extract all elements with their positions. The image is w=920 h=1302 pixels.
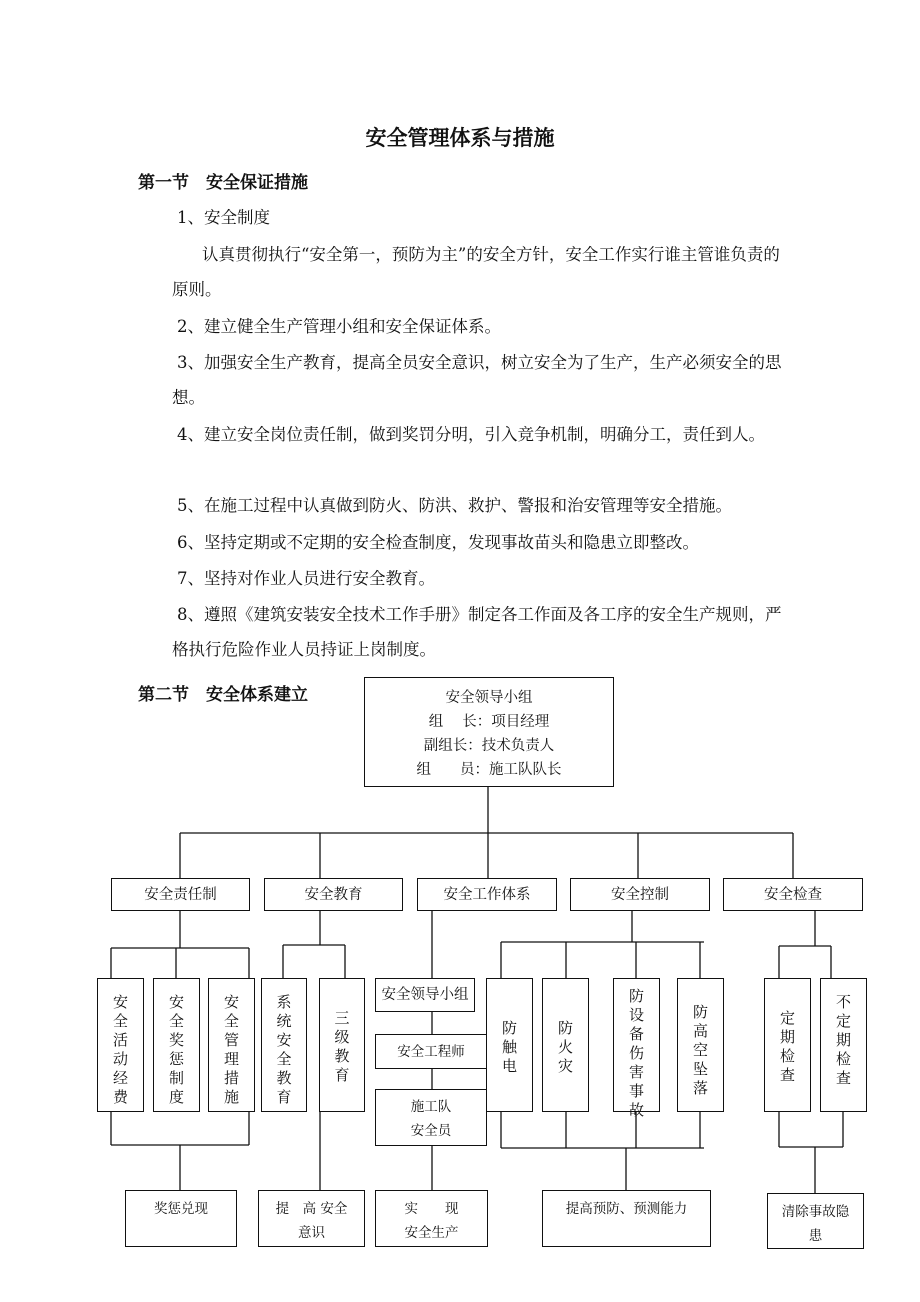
outcome-prevention-forecast: 提高预防、预测能力 [542, 1190, 711, 1247]
outcome-eliminate-hazards: 清除事故隐 患 [767, 1193, 864, 1249]
sub-construction-team [375, 1089, 487, 1146]
sub-systematic-education: 系统安全教育 [261, 978, 307, 1112]
sub-construction-team-label: 施工队 [410, 1099, 452, 1115]
sub-management-measures: 安全管理措施 [208, 978, 255, 1112]
section-2-heading: 第二节 安全体系建立 [138, 685, 308, 705]
sub-prevent-electric-shock: 防触电 [486, 978, 533, 1112]
item-4: 4、建立安全岗位责任制，做到奖罚分明，引入竞争机制，明确分工，责任到人。 [177, 425, 765, 444]
branch-responsibility: 安全责任制 [111, 878, 250, 911]
sub-three-level-education: 三级教育 [319, 978, 365, 1112]
branch-work-system: 安全工作体系 [417, 878, 557, 911]
top-box-deputy: 副组长：技术负责人 [423, 738, 555, 754]
branch-inspection: 安全检查 [723, 878, 863, 911]
top-box-members: 组 员：施工队队长 [416, 762, 562, 778]
sub-irregular-inspection: 不定期检查 [820, 978, 867, 1112]
item-3: 3、加强安全生产教育，提高全员安全意识，树立安全为了生产，生产必须安全的思想。 [172, 353, 782, 407]
sub-activity-funds: 安全活动经费 [97, 978, 144, 1112]
section-1-heading: 第一节 安全保证措施 [138, 173, 308, 193]
top-box-leader: 组 长：项目经理 [428, 714, 550, 730]
sub-safety-engineer: 安全工程师 [375, 1034, 487, 1069]
sub-prevent-equipment-injury: 防设备伤害事故 [613, 978, 660, 1112]
item-6: 6、坚持定期或不定期的安全检查制度，发现事故苗头和隐患立即整改。 [177, 533, 699, 552]
sub-prevent-falling: 防高空坠落 [677, 978, 724, 1112]
branch-education: 安全教育 [264, 878, 403, 911]
item-5: 5、在施工过程中认真做到防火、防洪、救护、警报和治安管理等安全措施。 [177, 496, 732, 515]
item-1-body: 认真贯彻执行“安全第一，预防为主”的安全方针，安全工作实行谁主管谁负责的原则。 [172, 245, 780, 299]
item-2: 2、建立健全生产管理小组和安全保证体系。 [177, 317, 501, 336]
top-box-title: 安全领导小组 [445, 690, 533, 706]
sub-safety-leading-group: 安全领导小组 [375, 978, 475, 1012]
page-title: 安全管理体系与措施 [365, 126, 555, 150]
sub-reward-penalty-system: 安全奖惩制度 [153, 978, 200, 1112]
item-8: 8、遵照《建筑安装安全技术工作手册》制定各工作面及各工序的安全生产规则，严格执行危险作业人员持证上岗制度。 [172, 605, 782, 659]
sub-regular-inspection: 定期检查 [764, 978, 811, 1112]
item-1: 1、安全制度 [177, 208, 270, 227]
outcome-achieve-safe-production: 实 现 安全生产 [375, 1190, 488, 1247]
sub-safety-officer-label: 安全员 [410, 1123, 452, 1139]
outcome-reward-penalty: 奖惩兑现 [125, 1190, 237, 1247]
outcome-raise-awareness: 提 高 安全 意识 [258, 1190, 365, 1247]
item-7: 7、坚持对作业人员进行安全教育。 [177, 569, 435, 588]
org-top-box [364, 677, 614, 787]
sub-prevent-fire: 防火灾 [542, 978, 589, 1112]
branch-control: 安全控制 [570, 878, 710, 911]
